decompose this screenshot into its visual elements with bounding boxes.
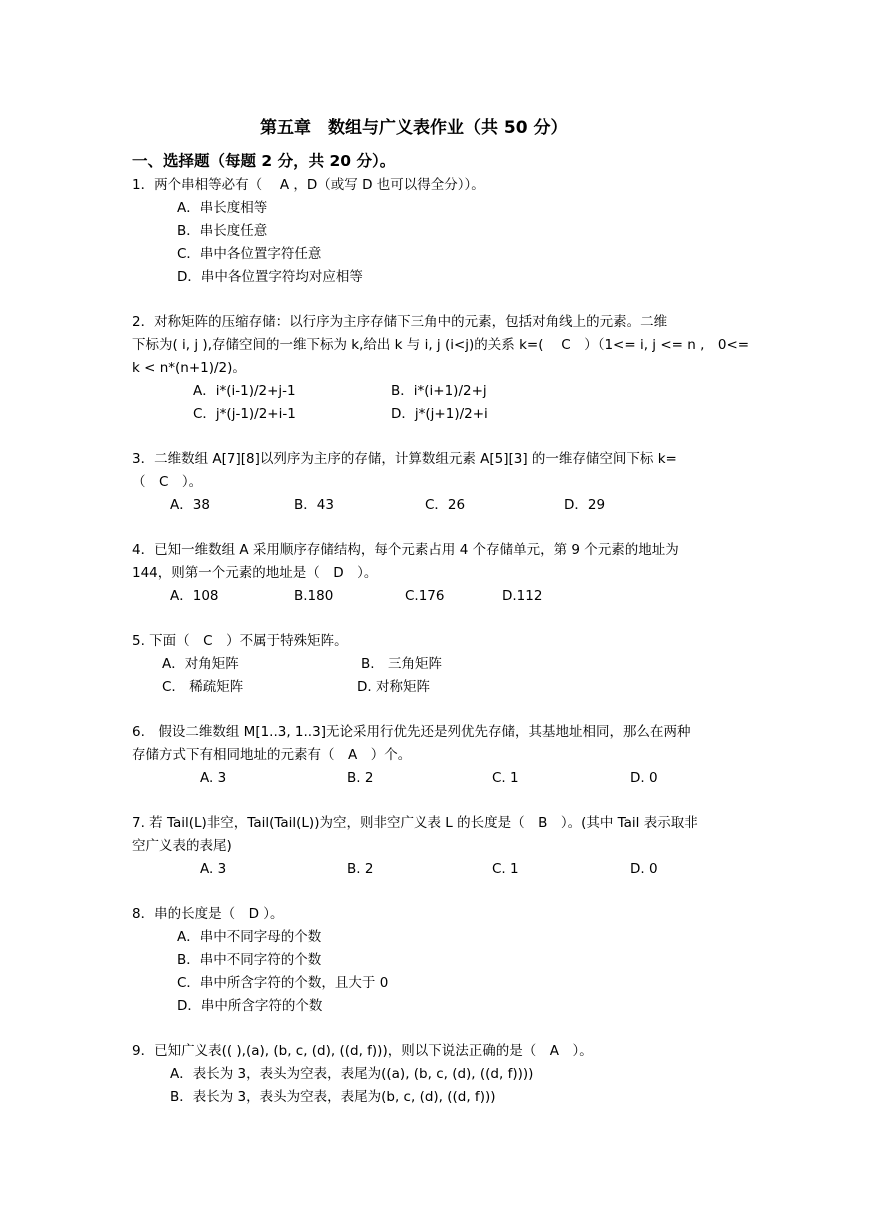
question-8-option-d: D．串中所含字符的个数 [177,998,323,1014]
question-7-option-c: C. 1 [492,861,519,877]
question-5-option-a: A．对角矩阵 [162,656,239,672]
question-5-option-d: D. 对称矩阵 [357,679,430,695]
question-2-stem-line-3: k < n*(n+1)/2)。 [132,360,246,376]
question-1-option-d: D．串中各位置字符均对应相等 [177,269,363,285]
question-7-option-a: A. 3 [200,861,227,877]
question-4-option-c: C.176 [405,588,445,604]
question-6-option-b: B. 2 [347,770,374,786]
question-4-option-b: B.180 [294,588,334,604]
question-1-option-b: B．串长度任意 [177,223,268,239]
question-2-stem-line-1: 2．对称矩阵的压缩存储：以行序为主序存储下三角中的元素，包括对角线上的元素。二维 [132,314,668,330]
question-9-option-b: B．表长为 3，表头为空表，表尾为(b, c, (d), ((d, f))) [170,1089,496,1105]
question-7-option-d: D. 0 [630,861,658,877]
question-1-stem: 1．两个串相等必有（ A ，D（或写 D 也可以得全分））。 [132,177,485,193]
question-2-stem-line-2: 下标为( i, j ),存储空间的一维下标为 k,给出 k 与 i, j (i<j)的关系 k=( C ）（1<= i, j <= n , 0<= [132,337,750,353]
question-6-option-c: C. 1 [492,770,519,786]
question-2-option-a: A．i*(i-1)/2+j-1 [193,383,296,399]
question-9-stem: 9．已知广义表(( ),(a), (b, c, (d), ((d, f)))，则以下说法正确的是（ A ）。 [132,1043,593,1059]
question-8-option-c: C．串中所含字符的个数，且大于 0 [177,975,389,991]
question-5-option-b: B. 三角矩阵 [361,656,443,672]
question-3-option-a: A．38 [170,497,210,513]
question-7-option-b: B. 2 [347,861,374,877]
question-6-option-d: D. 0 [630,770,658,786]
question-4-stem-line-2: 144，则第一个元素的地址是（ D ）。 [132,565,378,581]
question-2-option-c: C．j*(j-1)/2+i-1 [193,406,296,422]
question-4-stem-line-1: 4．已知一维数组 A 采用顺序存储结构，每个元素占用 4 个存储单元，第 9 个元素的地址为 [132,542,679,558]
section-heading: 一、选择题（每题 2 分，共 20 分）。 [132,152,396,170]
question-9-option-a: A．表长为 3，表头为空表，表尾为((a), (b, c, (d), ((d, f)))) [170,1066,534,1082]
question-5-option-c: C. 稀疏矩阵 [162,679,244,695]
question-3-option-c: C．26 [425,497,466,513]
question-8-option-b: B．串中不同字符的个数 [177,952,322,968]
question-6-stem-line-2: 存储方式下有相同地址的元素有（ A ）个。 [132,747,412,763]
question-3-stem-line-2: （ C ）。 [132,474,203,490]
question-6-stem-line-1: 6. 假设二维数组 M[1..3, 1..3]无论采用行优先还是列优先存储，其基地址相同，那么在两种 [132,724,691,740]
question-3-option-d: D．29 [564,497,606,513]
question-4-option-a: A．108 [170,588,219,604]
question-2-option-b: B．i*(i+1)/2+j [391,383,487,399]
question-2-option-d: D．j*(j+1)/2+i [391,406,488,422]
question-1-option-c: C．串中各位置字符任意 [177,246,322,262]
question-3-option-b: B．43 [294,497,334,513]
question-7-stem-line-2: 空广义表的表尾) [132,838,232,854]
question-3-stem-line-1: 3．二维数组 A[7][8]以列序为主序的存储，计算数组元素 A[5][3] 的一维存储空间下标 k= [132,451,677,467]
question-8-option-a: A．串中不同字母的个数 [177,929,322,945]
question-4-option-d: D.112 [502,588,543,604]
question-6-option-a: A. 3 [200,770,227,786]
question-7-stem-line-1: 7. 若 Tail(L)非空，Tail(Tail(L))为空，则非空广义表 L 的长度是（ B ）。(其中 Tail 表示取非 [132,815,698,831]
question-1-option-a: A．串长度相等 [177,200,268,216]
question-5-stem: 5. 下面（ C ）不属于特殊矩阵。 [132,633,348,649]
page-title: 第五章 数组与广义表作业（共 50 分） [260,118,568,138]
question-8-stem: 8．串的长度是（ D ）。 [132,906,284,922]
